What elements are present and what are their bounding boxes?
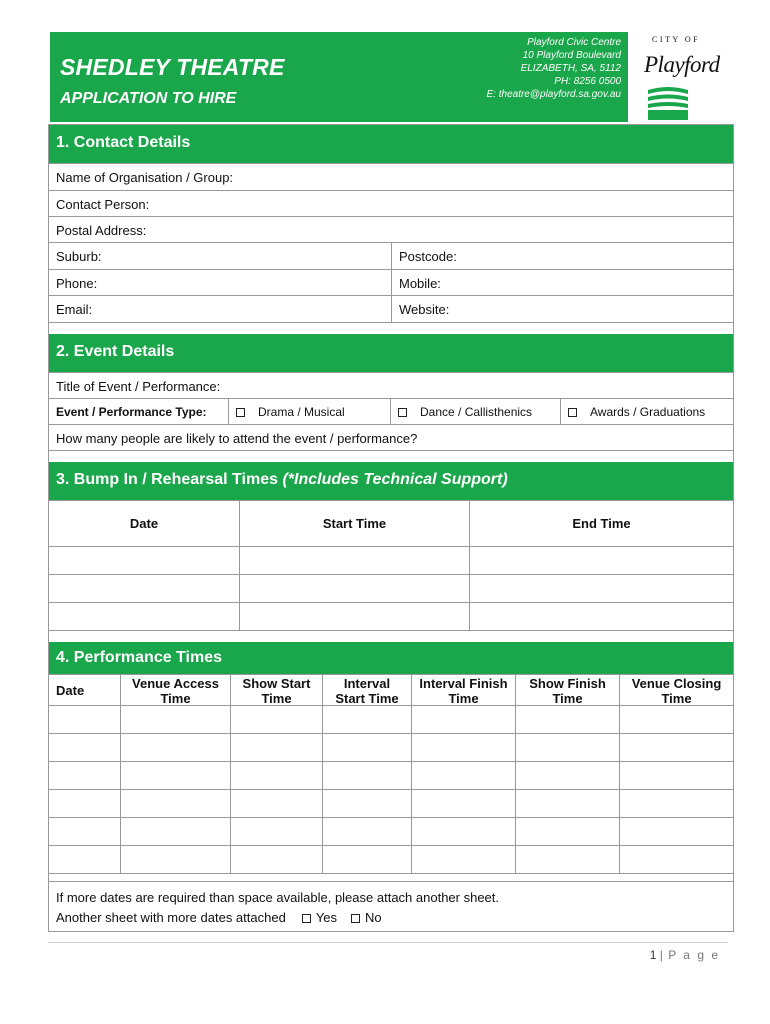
- extra-sheet-line: [56, 908, 726, 928]
- logo-script-text: Playford: [644, 52, 720, 77]
- extra-sheet-label: Another sheet with more dates attached: [56, 910, 286, 925]
- table-cell[interactable]: [411, 734, 515, 761]
- type-option-label: Dance / Callisthenics: [420, 405, 533, 419]
- address-phone: PH: 8256 0500: [554, 76, 621, 87]
- org-label: Name of Organisation / Group:: [56, 170, 234, 185]
- section-divider: [49, 322, 733, 334]
- table-cell[interactable]: [49, 818, 120, 845]
- bump-in-heading-note: (*Includes Technical Support): [282, 471, 508, 488]
- event-type-row: [49, 398, 733, 424]
- postal-address-label: Postal Address:: [56, 223, 147, 238]
- table-row: [49, 761, 733, 789]
- table-cell[interactable]: [322, 846, 411, 873]
- table-cell[interactable]: [230, 706, 322, 733]
- city-of-playford-logo: [636, 32, 726, 124]
- contact-person-row[interactable]: [49, 190, 733, 216]
- table-cell[interactable]: [515, 846, 619, 873]
- page-word: P a g e: [668, 948, 720, 962]
- postcode-field[interactable]: Postcode:: [391, 243, 733, 269]
- end-time-cell[interactable]: [469, 547, 733, 574]
- page-subtitle: APPLICATION TO HIRE: [60, 90, 237, 107]
- section-divider: [49, 450, 733, 462]
- start-time-cell[interactable]: [239, 547, 469, 574]
- checkbox-icon[interactable]: [568, 408, 577, 417]
- table-cell[interactable]: [49, 762, 120, 789]
- type-option-drama[interactable]: [228, 399, 390, 424]
- table-cell[interactable]: [120, 706, 230, 733]
- contact-address: [487, 36, 622, 101]
- website-field[interactable]: Website:: [391, 296, 733, 322]
- table-cell[interactable]: [230, 818, 322, 845]
- table-cell[interactable]: [619, 790, 733, 817]
- type-option-label: Drama / Musical: [258, 405, 345, 419]
- section-bump-in-heading: [49, 462, 733, 500]
- column-header-interval-finish: Interval Finish Time: [411, 675, 515, 705]
- header-banner: [50, 32, 628, 122]
- type-option-label: Awards / Graduations: [590, 405, 706, 419]
- table-cell[interactable]: [49, 846, 120, 873]
- page-title: SHEDLEY THEATRE: [60, 54, 285, 80]
- event-title-row[interactable]: [49, 372, 733, 398]
- address-line: ELIZABETH, SA, 5112: [520, 63, 621, 74]
- email-field[interactable]: Email:: [56, 302, 93, 317]
- table-cell[interactable]: [120, 762, 230, 789]
- table-row: [49, 705, 733, 733]
- email-row: [49, 295, 733, 322]
- table-cell[interactable]: [619, 846, 733, 873]
- suburb-row: [49, 242, 733, 269]
- extra-dates-note: [49, 881, 733, 931]
- date-cell[interactable]: [49, 575, 239, 602]
- phone-row: [49, 269, 733, 295]
- section-divider: [49, 630, 733, 642]
- table-cell[interactable]: [230, 790, 322, 817]
- logo-city-text: CITY OF: [652, 35, 701, 44]
- bump-in-heading-text: 3. Bump In / Rehearsal Times: [56, 471, 279, 488]
- page-footer: [650, 948, 720, 962]
- column-header-venue-access: Venue Access Time: [120, 675, 230, 705]
- table-cell[interactable]: [515, 790, 619, 817]
- column-header-date: Date: [129, 516, 159, 531]
- date-cell[interactable]: [49, 547, 239, 574]
- section-divider: [49, 873, 733, 881]
- column-header-interval-start: Interval Start Time: [322, 675, 411, 705]
- table-cell[interactable]: [619, 706, 733, 733]
- table-cell[interactable]: [411, 790, 515, 817]
- start-time-cell[interactable]: [239, 603, 469, 630]
- phone-field[interactable]: Phone:: [56, 276, 98, 291]
- attendance-row[interactable]: [49, 424, 733, 450]
- column-header-end-time: End Time: [469, 501, 733, 546]
- table-row: [49, 602, 733, 630]
- end-time-cell[interactable]: [469, 575, 733, 602]
- bump-in-header-row: [49, 500, 733, 546]
- start-time-cell[interactable]: [239, 575, 469, 602]
- table-cell[interactable]: [411, 762, 515, 789]
- column-header-show-finish: Show Finish Time: [515, 675, 619, 705]
- org-row[interactable]: [49, 163, 733, 190]
- table-row: [49, 574, 733, 602]
- table-cell[interactable]: [322, 706, 411, 733]
- table-row: [49, 789, 733, 817]
- table-cell[interactable]: [411, 846, 515, 873]
- footer-separator: |: [659, 948, 665, 962]
- table-cell[interactable]: [230, 846, 322, 873]
- table-cell[interactable]: [230, 762, 322, 789]
- section-contact-heading: 1. Contact Details: [49, 125, 733, 163]
- table-row: [49, 817, 733, 845]
- table-cell[interactable]: [619, 818, 733, 845]
- section-performance-heading: 4. Performance Times: [49, 642, 733, 674]
- table-cell[interactable]: [515, 762, 619, 789]
- table-cell[interactable]: [515, 706, 619, 733]
- table-cell[interactable]: [411, 818, 515, 845]
- footer-divider: [48, 942, 728, 943]
- table-row: [49, 546, 733, 574]
- table-cell[interactable]: [230, 734, 322, 761]
- table-cell[interactable]: [49, 734, 120, 761]
- address-line: 10 Playford Boulevard: [522, 50, 621, 61]
- table-cell[interactable]: [515, 734, 619, 761]
- table-row: [49, 733, 733, 761]
- table-cell[interactable]: [322, 818, 411, 845]
- attendance-label: How many people are likely to attend the event / performance?: [56, 431, 418, 446]
- checkbox-yes-icon[interactable]: [302, 914, 311, 923]
- event-title-label: Title of Event / Performance:: [56, 379, 221, 394]
- section-event-heading: 2. Event Details: [49, 334, 733, 372]
- table-cell[interactable]: [49, 790, 120, 817]
- address-line: Playford Civic Centre: [527, 37, 621, 48]
- fields-emblem-icon: [646, 82, 690, 122]
- table-cell[interactable]: [411, 706, 515, 733]
- table-cell[interactable]: [49, 706, 120, 733]
- column-header-date: Date: [56, 683, 85, 698]
- address-email: E: theatre@playford.sa.gov.au: [486, 89, 621, 100]
- end-time-cell[interactable]: [469, 603, 733, 630]
- suburb-field[interactable]: Suburb:: [56, 249, 102, 264]
- table-row: [49, 845, 733, 873]
- table-cell[interactable]: [120, 818, 230, 845]
- event-type-label: Event / Performance Type:: [56, 405, 207, 419]
- table-cell[interactable]: [322, 762, 411, 789]
- checkbox-icon[interactable]: [398, 408, 407, 417]
- extra-dates-instruction: If more dates are required than space available, please attach another sheet.: [56, 890, 500, 905]
- table-cell[interactable]: [120, 846, 230, 873]
- type-option-dance[interactable]: [390, 399, 560, 424]
- table-cell[interactable]: [619, 762, 733, 789]
- no-label: No: [365, 910, 382, 925]
- table-cell[interactable]: [120, 790, 230, 817]
- yes-label: Yes: [315, 910, 338, 925]
- column-header-venue-closing: Venue Closing Time: [619, 675, 733, 705]
- page-number: 1: [649, 948, 657, 962]
- table-cell[interactable]: [619, 734, 733, 761]
- type-option-awards[interactable]: [560, 399, 733, 424]
- date-cell[interactable]: [49, 603, 239, 630]
- checkbox-icon[interactable]: [236, 408, 245, 417]
- postal-address-row[interactable]: [49, 216, 733, 242]
- table-cell[interactable]: [322, 734, 411, 761]
- contact-person-label: Contact Person:: [56, 197, 150, 212]
- column-header-show-start: Show Start Time: [230, 675, 322, 705]
- checkbox-no-icon[interactable]: [351, 914, 360, 923]
- table-cell[interactable]: [515, 818, 619, 845]
- performance-header-row: [49, 674, 733, 705]
- hire-application-form: [48, 124, 734, 932]
- table-cell[interactable]: [322, 790, 411, 817]
- table-cell[interactable]: [120, 734, 230, 761]
- mobile-field[interactable]: Mobile:: [391, 270, 733, 295]
- column-header-start-time: Start Time: [239, 501, 469, 546]
